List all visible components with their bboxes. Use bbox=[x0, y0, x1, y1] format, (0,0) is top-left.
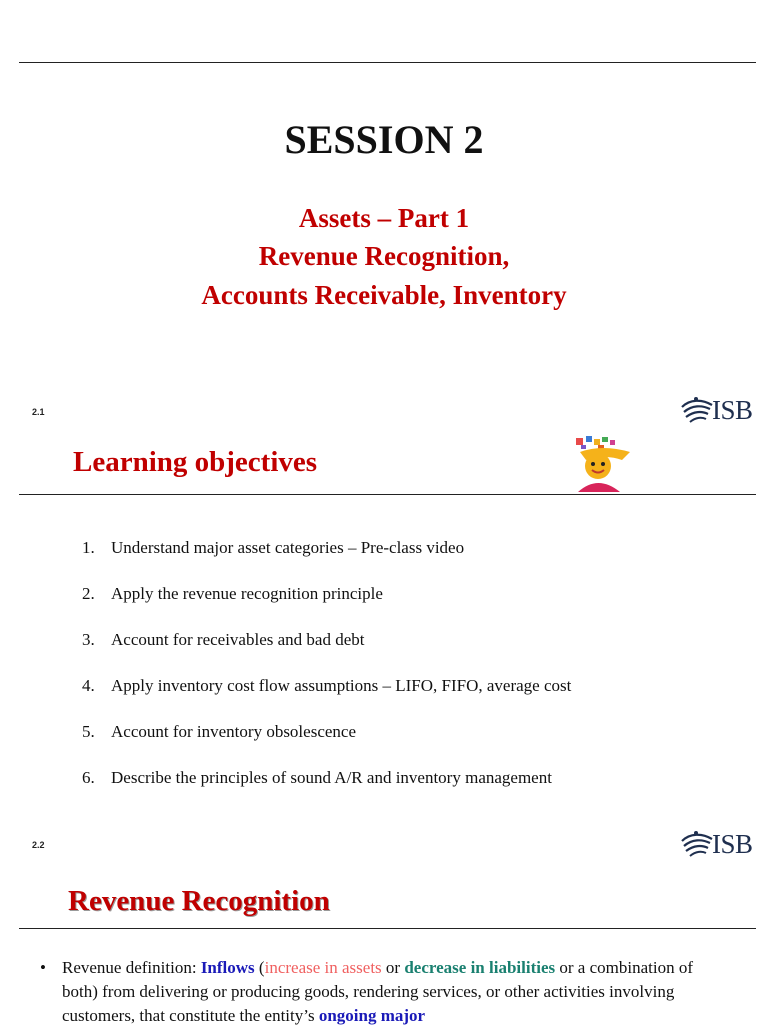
objective-number: 2. bbox=[82, 584, 95, 603]
highlight-ongoing-major: ongoing major bbox=[318, 1006, 426, 1025]
objective-text: Describe the principles of sound A/R and inventory management bbox=[111, 768, 552, 787]
thinking-person-icon bbox=[572, 436, 636, 492]
objective-text: Understand major asset categories – Pre-class video bbox=[111, 538, 465, 557]
isb-logo-text: ISB bbox=[712, 395, 753, 425]
objective-item bbox=[82, 584, 571, 630]
isb-logo bbox=[680, 827, 762, 861]
text-segment: ( bbox=[254, 958, 265, 977]
learning-objectives-heading: Learning objectives bbox=[73, 446, 318, 478]
isb-logo-icon bbox=[680, 395, 714, 427]
objective-item bbox=[82, 676, 571, 722]
objectives-list bbox=[82, 538, 571, 814]
bullet-text bbox=[62, 956, 722, 1028]
bullet-marker: • bbox=[40, 958, 46, 977]
highlight-decrease-liabilities: decrease in liabilities bbox=[404, 958, 556, 977]
objectives-divider bbox=[19, 494, 756, 495]
objective-item bbox=[82, 538, 571, 584]
text-segment: or a combination of both) from delivering or producing goods, rendering services, or other activities involving customers, that constitute the entity’s bbox=[62, 958, 693, 1025]
isb-logo-icon bbox=[680, 829, 714, 861]
objective-number: 4. bbox=[82, 676, 95, 695]
objective-text: Apply the revenue recognition principle bbox=[111, 584, 383, 603]
objective-item bbox=[82, 630, 571, 676]
objective-text: Account for receivables and bad debt bbox=[111, 630, 365, 649]
objective-text: Account for inventory obsolescence bbox=[111, 722, 356, 741]
top-divider bbox=[19, 62, 756, 63]
subtitle-line-1: Assets – Part 1 bbox=[298, 203, 470, 233]
slide-number: 2.1 bbox=[32, 407, 45, 417]
isb-logo-text: ISB bbox=[712, 829, 753, 859]
slide-number: 2.2 bbox=[32, 840, 45, 850]
objective-number: 6. bbox=[82, 768, 95, 787]
isb-logo bbox=[680, 393, 762, 427]
objective-text: Apply inventory cost flow assumptions – LIFO, FIFO, average cost bbox=[111, 676, 572, 695]
objective-item bbox=[82, 768, 571, 814]
objective-number: 1. bbox=[82, 538, 95, 557]
revenue-divider bbox=[19, 928, 756, 929]
highlight-inflows: Inflows bbox=[200, 958, 255, 977]
objective-number: 5. bbox=[82, 722, 95, 741]
objective-item bbox=[82, 722, 571, 768]
text-segment: Revenue definition: bbox=[62, 958, 201, 977]
text-segment: or bbox=[381, 958, 405, 977]
subtitle-line-3: Accounts Receivable, Inventory bbox=[201, 280, 567, 310]
objective-number: 3. bbox=[82, 630, 95, 649]
subtitle-line-2: Revenue Recognition, bbox=[258, 241, 510, 271]
revenue-recognition-heading: Revenue Recognition bbox=[68, 885, 330, 917]
highlight-increase-assets: increase in assets bbox=[264, 958, 382, 977]
session-title: SESSION 2 bbox=[284, 117, 484, 162]
